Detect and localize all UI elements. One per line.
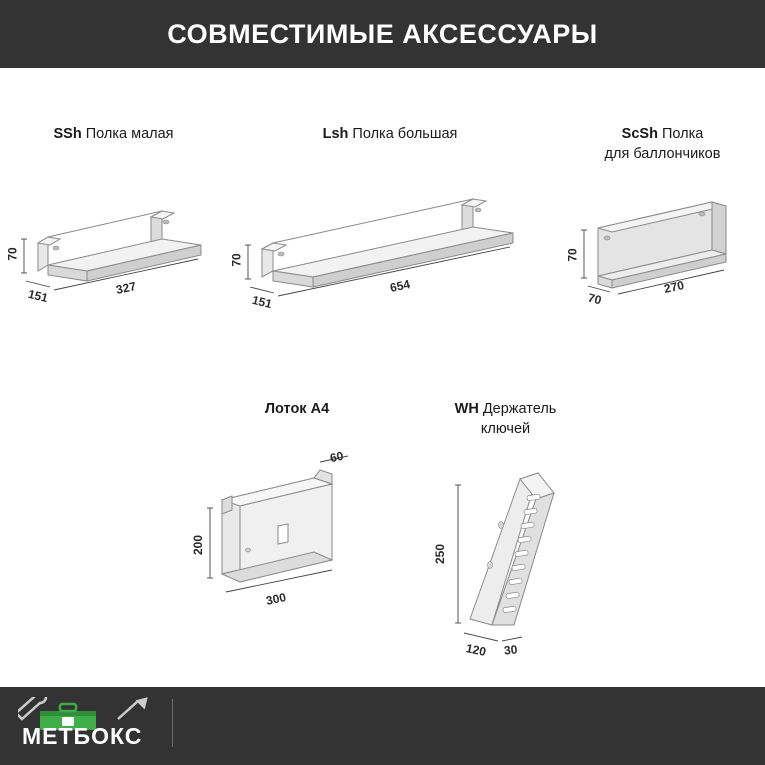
item-lsh-dim-width: 654 bbox=[388, 276, 412, 295]
item-scsh-dim-width: 270 bbox=[662, 278, 686, 297]
item-ssh-dim-height: 70 bbox=[5, 246, 20, 261]
brand-name: МЕТБОКС bbox=[22, 723, 143, 749]
footer-divider bbox=[172, 699, 173, 747]
item-wh-dim-depth: 30 bbox=[503, 642, 519, 658]
shelf-large-drawing bbox=[240, 193, 540, 323]
item-wh-code: WH bbox=[454, 401, 479, 417]
item-wh-label bbox=[418, 400, 593, 439]
item-scsh-figure bbox=[565, 188, 755, 318]
item-scsh bbox=[565, 125, 755, 318]
item-wh bbox=[418, 400, 593, 660]
item-scsh-label bbox=[570, 125, 755, 164]
item-scsh-dim-height: 70 bbox=[565, 248, 580, 262]
page-title: СОВМЕСТИМЫЕ АКСЕССУАРЫ bbox=[167, 18, 598, 49]
item-tray-a4 bbox=[182, 400, 412, 632]
item-tray-a4-label bbox=[182, 400, 412, 420]
item-wh-name2: ключей bbox=[480, 420, 531, 437]
item-wh-name: Держатель bbox=[482, 401, 557, 417]
item-ssh-code: SSh bbox=[53, 126, 82, 142]
item-wh-dim-width: 120 bbox=[464, 641, 488, 660]
footer-bar bbox=[0, 687, 765, 765]
item-lsh-name: Полка большая bbox=[352, 126, 458, 142]
header-bar bbox=[0, 0, 765, 68]
item-scsh-name2: для баллончиков bbox=[604, 145, 721, 162]
item-ssh-name: Полка малая bbox=[85, 126, 174, 142]
item-lsh-figure bbox=[229, 193, 540, 323]
item-lsh-code: Lsh bbox=[322, 126, 349, 142]
item-wh-figure bbox=[418, 447, 593, 660]
wrench-icon bbox=[18, 697, 54, 723]
item-tray-a4-name: A4 bbox=[310, 401, 330, 417]
item-ssh bbox=[5, 125, 211, 323]
item-lsh-dim-height: 70 bbox=[229, 252, 244, 267]
item-ssh-dim-width: 327 bbox=[114, 278, 138, 297]
brand-logo bbox=[10, 695, 170, 757]
item-ssh-label bbox=[16, 125, 211, 145]
item-ssh-dim-depth: 151 bbox=[26, 286, 50, 305]
item-scsh-name: Полка bbox=[661, 126, 704, 142]
item-tray-a4-code: Лоток bbox=[264, 401, 307, 417]
screwdriver-icon bbox=[114, 697, 150, 723]
item-lsh-dim-depth: 151 bbox=[250, 292, 274, 311]
item-ssh-figure bbox=[5, 193, 211, 323]
item-scsh-dim-depth: 70 bbox=[586, 290, 603, 308]
item-lsh-label bbox=[240, 125, 540, 145]
item-tray-a4-dim-height: 200 bbox=[191, 534, 206, 555]
item-tray-a4-dim-width: 300 bbox=[264, 589, 288, 608]
tray-a4-drawing bbox=[182, 452, 412, 632]
item-wh-dim-height: 250 bbox=[433, 544, 448, 565]
item-scsh-code: ScSh bbox=[621, 126, 658, 142]
item-lsh bbox=[229, 125, 540, 323]
item-tray-a4-dim-depth: 60 bbox=[328, 448, 345, 465]
item-tray-a4-figure bbox=[182, 448, 412, 632]
